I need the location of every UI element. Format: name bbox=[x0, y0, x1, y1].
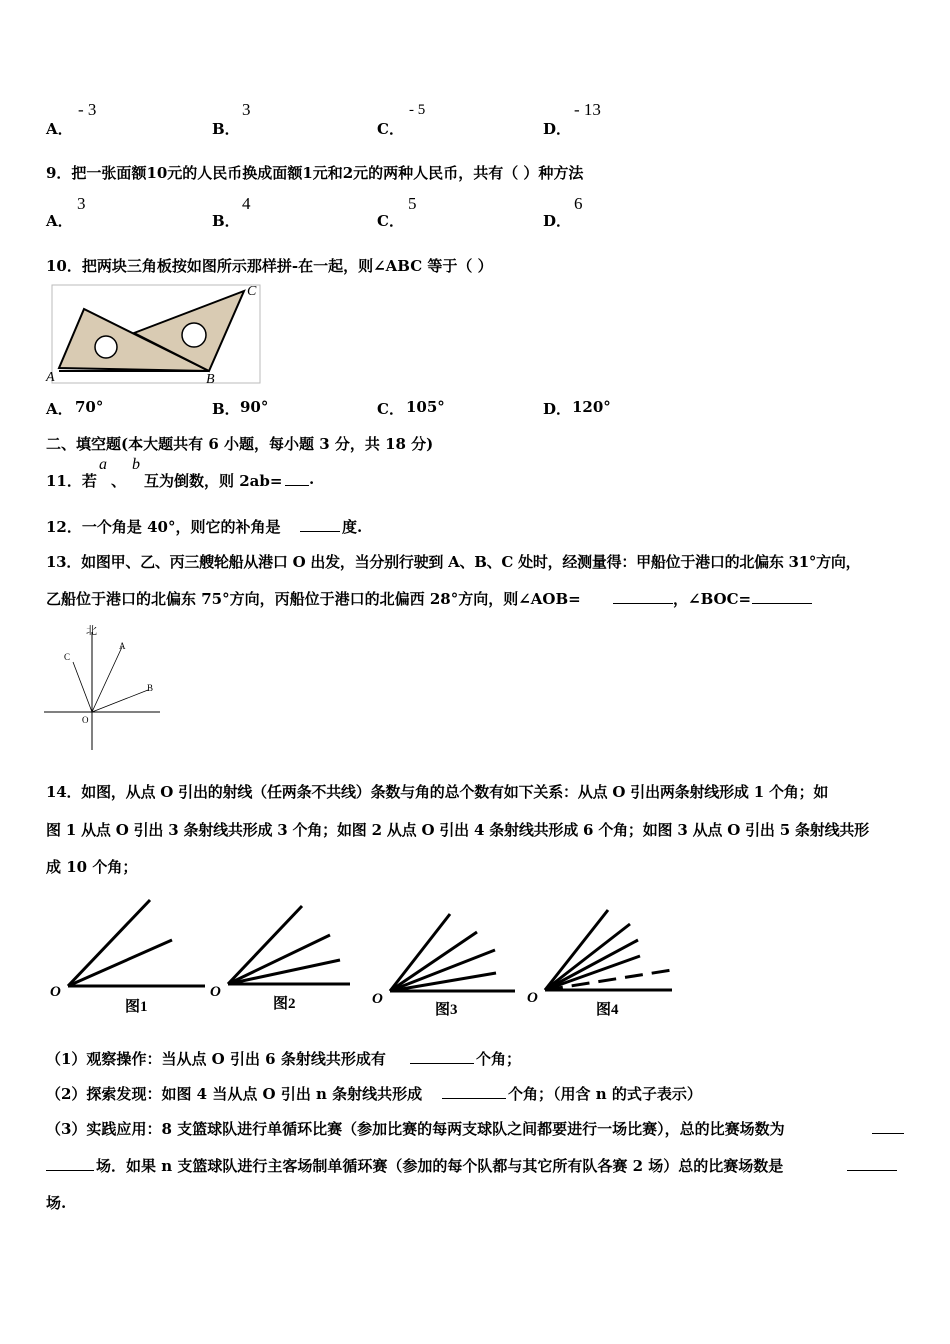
q14-sub2-prefix: （2）探索发现：如图 4 当从点 O 引出 n 条射线共形成 bbox=[46, 1085, 423, 1103]
q14-line1: 14．如图，从点 O 引出的射线（任两条不共线）条数与角的总个数有如下关系：从点 O 引出两条射线形成 1 个角；如 bbox=[46, 783, 829, 801]
q14-fig3-origin: O bbox=[372, 991, 383, 1007]
q14-fig2-origin: O bbox=[210, 984, 221, 1000]
q10-text: 10．把两块三角板按如图所示那样拼-在一起，则∠ABC 等于（ ） bbox=[46, 257, 493, 275]
q10-point-b: B bbox=[206, 372, 215, 387]
q9-text: 9．把一张面额10元的人民币换成面额1元和2元的两种人民币，共有（ ）种方法 bbox=[46, 164, 584, 182]
q14-sub2-blank[interactable] bbox=[442, 1084, 506, 1099]
q9-option-c-value: 5 bbox=[408, 194, 417, 213]
q11-prefix: 11．若 bbox=[46, 472, 97, 490]
q14-sub3-line2: 场．如果 n 支篮球队进行主客场制单循环赛（参加的每个队都与其它所有队各赛 2 场）总的比赛场数是 bbox=[96, 1157, 784, 1175]
q8-option-b-label: B． bbox=[212, 120, 240, 138]
q12-answer-blank[interactable] bbox=[300, 517, 340, 532]
q13-point-c: C bbox=[64, 652, 71, 662]
q13-point-o: O bbox=[82, 715, 89, 725]
q13-line1: 13．如图甲、乙、丙三艘轮船从港口 O 出发，当分别行驶到 A、B、C 处时，经测量得：甲船位于港口的北偏东 31°方向， bbox=[46, 553, 861, 571]
q13-line2-a: 乙船位于港口的北偏东 75°方向，丙船位于港口的北偏西 28°方向，则∠AOB= bbox=[46, 590, 581, 608]
q14-figure-2 bbox=[210, 906, 350, 1012]
q11-var-b: b bbox=[132, 456, 140, 473]
q10-option-b-value: 90° bbox=[240, 398, 269, 416]
q13-line2-b: ，∠BOC= bbox=[673, 590, 752, 608]
q8-option-a-label: A． bbox=[46, 120, 73, 138]
q12-prefix: 12．一个角是 40°，则它的补角是 bbox=[46, 518, 281, 536]
q14-figure-1 bbox=[50, 900, 205, 1015]
q9-option-b-value: 4 bbox=[242, 194, 251, 213]
q11-answer-blank[interactable] bbox=[285, 471, 309, 486]
q10-option-d-value: 120° bbox=[572, 398, 611, 416]
q13-boc-blank[interactable] bbox=[752, 589, 812, 604]
q10-point-a: A bbox=[46, 370, 55, 385]
q10-option-c-value: 105° bbox=[406, 398, 445, 416]
q9-option-a-label: A． bbox=[46, 212, 73, 230]
q10-option-c-label: C． bbox=[377, 400, 404, 418]
q14-sub1-prefix: （1）观察操作：当从点 O 引出 6 条射线共形成有 bbox=[46, 1050, 386, 1068]
q13-point-a: A bbox=[119, 641, 126, 651]
section-title: 二、填空题(本大题共有 6 小题，每小题 3 分，共 18 分) bbox=[46, 435, 434, 453]
q14-line2: 图 1 从点 O 引出 3 条射线共形成 3 个角；如图 2 从点 O 引出 4 条射线共形成 6 个角；如图 3 从点 O 引出 5 条射线共形 bbox=[46, 821, 869, 839]
q14-sub3-line3: 场. bbox=[46, 1194, 67, 1212]
q14-fig3-caption: 图3 bbox=[435, 1002, 458, 1018]
q14-sub3-blank-b[interactable] bbox=[847, 1156, 897, 1171]
q13-north-label: 北 bbox=[86, 625, 97, 637]
q13-point-b: B bbox=[147, 683, 154, 693]
q10-option-d-label: D． bbox=[543, 400, 572, 418]
q14-line3: 成 10 个角； bbox=[46, 858, 138, 876]
q8-option-d-label: D． bbox=[543, 120, 572, 138]
q11-end: . bbox=[309, 470, 315, 488]
q10-option-a-value: 70° bbox=[75, 398, 104, 416]
q10-triangle-figure bbox=[44, 283, 264, 387]
q14-fig4-caption: 图4 bbox=[596, 1002, 619, 1018]
q14-sub2-suffix: 个角；（用含 n 的式子表示） bbox=[508, 1085, 702, 1103]
q9-option-a-value: 3 bbox=[77, 194, 86, 213]
q14-sub1-blank[interactable] bbox=[410, 1049, 474, 1064]
q11-sep: 、 bbox=[111, 472, 127, 490]
q14-figure-3 bbox=[372, 914, 515, 1018]
q14-figure-4 bbox=[527, 910, 672, 1018]
q12-suffix: 度. bbox=[342, 518, 363, 536]
q14-sub1-suffix: 个角； bbox=[476, 1050, 522, 1068]
q14-rays-figures bbox=[40, 890, 690, 1025]
q11-var-a: a bbox=[99, 456, 107, 473]
q14-fig4-origin: O bbox=[527, 990, 538, 1006]
q13-ray-oc bbox=[73, 662, 92, 712]
q8-option-c-value: - 5 bbox=[409, 102, 426, 118]
q10-hole-2 bbox=[182, 323, 206, 347]
q9-option-c-label: C． bbox=[377, 212, 404, 230]
q10-option-b-label: B． bbox=[212, 400, 240, 418]
q13-aob-blank[interactable] bbox=[613, 589, 673, 604]
q8-option-d-value: - 13 bbox=[574, 100, 601, 119]
q14-fig1-caption: 图1 bbox=[125, 999, 148, 1015]
q10-hole-1 bbox=[95, 336, 117, 358]
q14-sub3-line1: （3）实践应用：8 支篮球队进行单循环比赛（参加比赛的每两支球队之间都要进行一场比赛），总的比赛场数为 bbox=[46, 1120, 785, 1138]
q14-fig1-origin: O bbox=[50, 984, 61, 1000]
q9-option-d-label: D． bbox=[543, 212, 572, 230]
q8-option-b-value: 3 bbox=[242, 100, 251, 119]
q13-compass-figure bbox=[40, 622, 170, 752]
q8-option-a-value: - 3 bbox=[78, 100, 97, 119]
q10-option-a-label: A． bbox=[46, 400, 73, 418]
q9-option-b-label: B． bbox=[212, 212, 240, 230]
q11-suffix: 互为倒数，则 2ab= bbox=[144, 472, 283, 490]
q14-sub3-blank-a-cont[interactable] bbox=[46, 1156, 94, 1171]
q9-option-d-value: 6 bbox=[574, 194, 583, 213]
q8-option-c-label: C． bbox=[377, 120, 404, 138]
q10-point-c: C bbox=[247, 284, 257, 299]
q14-sub3-blank-a[interactable] bbox=[872, 1119, 904, 1134]
q14-fig2-caption: 图2 bbox=[273, 996, 296, 1012]
